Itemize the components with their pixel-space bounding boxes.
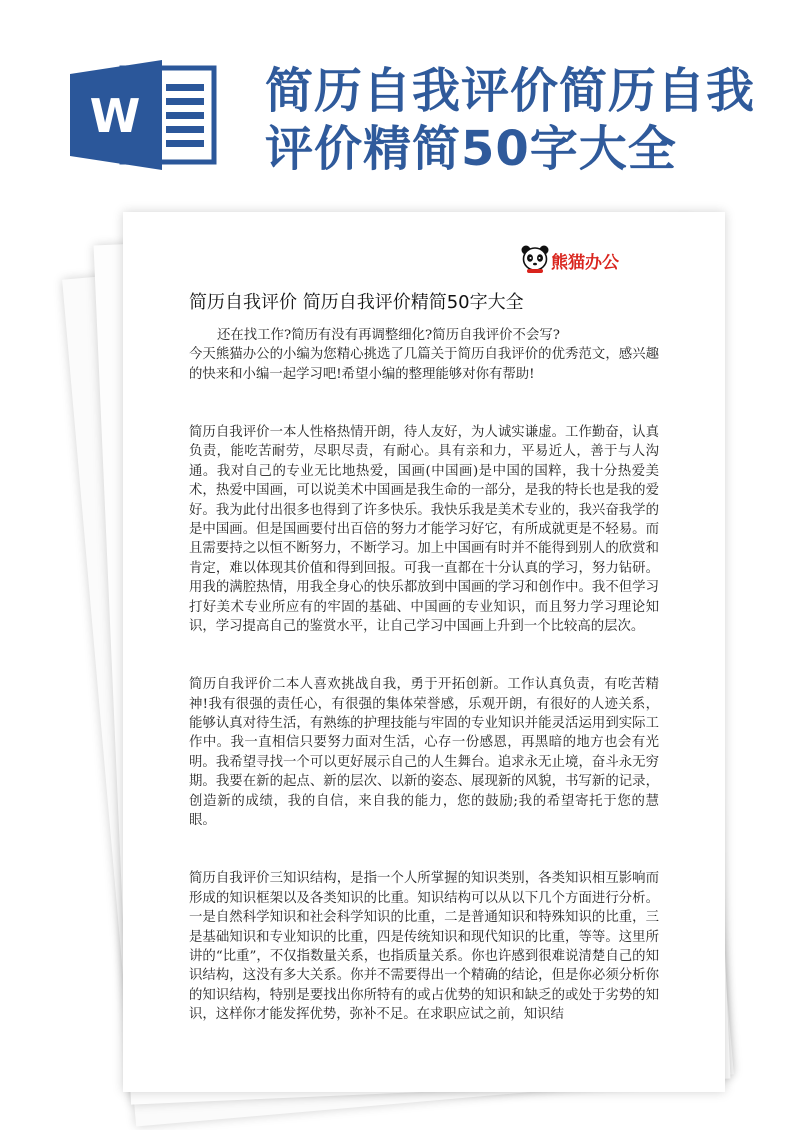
panda-logo-icon [521,244,549,274]
document-title: 简历自我评价 简历自我评价精简50字大全 [189,292,524,313]
intro-line-2: 今天熊猫办公的小编为您精心挑选了几篇关于简历自我评价的优秀范文，感兴趣的快来和小编一起学习吧!希望小编的整理能够对你有帮助! [189,347,659,382]
word-icon [70,60,220,170]
paragraph-2: 简历自我评价二本人喜欢挑战自我，勇于开拓创新。工作认真负责，有吃苦精神!我有很强的责任心，有很强的集体荣誉感，乐观开朗，有很好的人迹关系，能够认真对待生活，有熟练的护理技能与牢固的专业知识并能灵活运用到实际工作中。我一直相信只要努力面对生活，心存一份感恩，再黑暗的地方也会有光明。我希望寻找一个可以更好展示自己的人生舞台。追求永无止境，奋斗永无穷期。我要在新的起点、新的层次、以新的姿态、展现新的风貌，书写新的记录，创造新的成绩，我的自信，来自我的能力，您的鼓励;我的希望寄托于您的慧眼。 [189,677,659,829]
document-body [189,326,659,1025]
header-title: 简历自我评价简历自我评价精简50字大全 [265,63,756,177]
paragraph-3: 简历自我评价三知识结构，是指一个人所掌握的知识类别，各类知识相互影响而形成的知识框架以及各类知识的比重。知识结构可以从以下几个方面进行分析。一是自然科学知识和社会科学知识的比重，二是普通知识和特殊知识的比重，三是基础知识和专业知识的比重，四是传统知识和现代知识的比重，等等。这里所讲的“比重”，不仅指数量关系，也指质量关系。你也许感到很难说清楚自己的知识结构，这没有多大关系。你并不需要得出一个精确的结论，但是你必须分析你的知识结构，特别是要找出你所特有的或占优势的知识和缺乏的或处于劣势的知识，这样你才能发挥优势，弥补不足。在求职应试之前，知识结 [189,871,659,1023]
brand-text: 熊猫办公 [551,253,619,273]
brand-logo [521,244,641,276]
paragraph-1: 简历自我评价一本人性格热情开朗，待人友好，为人诚实谦虚。工作勤奋，认真负责，能吃苦耐劳，尽职尽责，有耐心。具有亲和力，平易近人，善于与人沟通。我对自己的专业无比地热爱，国画(中国画)是中国的国粹，我十分热爱美术，热爱中国画，可以说美术中国画是我生命的一部分，是我的特长也是我的爱好。我为此付出很多也得到了许多快乐。我快乐我是美术专业的，我兴奋我学的是中国画。但是国画要付出百倍的努力才能学习好它，有所成就更是不轻易。而且需要持之以恒不断努力，不断学习。加上中国画有时并不能得到别人的欣赏和肯定，难以体现其价值和得到回报。可我一直都在十分认真的学习，努力钻研。用我的满腔热情，用我全身心的快乐都放到中国画的学习和创作中。我不但学习打好美术专业所应有的牢固的基础、中国画的专业知识，而且努力学习理论知识，学习提高自己的鉴赏水平，让自己学习中国画上升到一个比较高的层次。 [189,425,659,635]
intro-line-1: 还在找工作?简历有没有再调整细化?简历自我评价不会写? [217,328,560,343]
document-page [123,212,725,1092]
svg-text:W: W [89,89,141,143]
